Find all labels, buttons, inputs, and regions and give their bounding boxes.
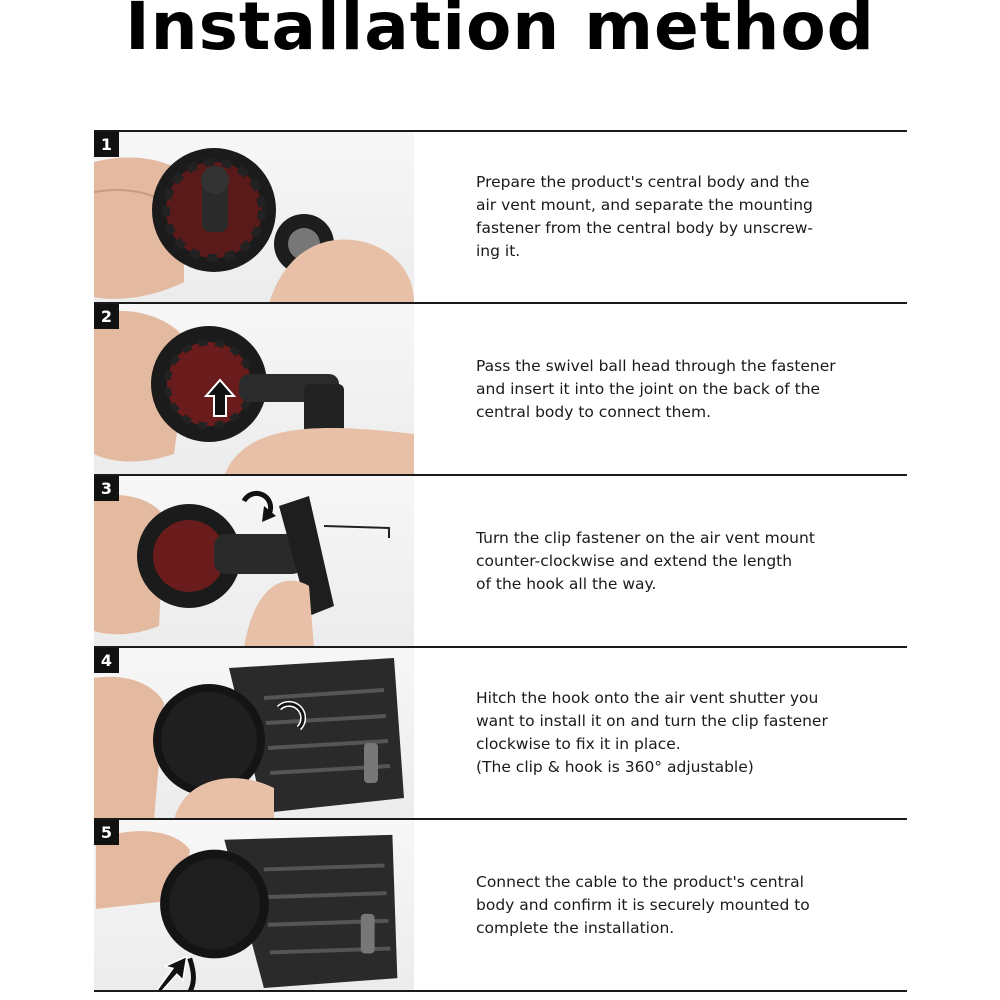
step-description xyxy=(476,648,856,818)
step-number-badge: 2 xyxy=(94,304,119,329)
step-description xyxy=(476,820,856,990)
step-text-line: and insert it into the joint on the back of the xyxy=(476,379,821,398)
step-5 xyxy=(94,818,907,992)
step-text-line: (The clip & hook is 360° adjustable) xyxy=(476,758,754,776)
step-3-photo xyxy=(94,476,414,646)
step-text-line: want to install it on and turn the clip fastener xyxy=(476,712,828,730)
step-text-line: complete the installation. xyxy=(476,918,675,937)
step-2-illustration xyxy=(94,304,414,474)
step-4-illustration xyxy=(94,648,414,818)
step-description xyxy=(476,476,856,646)
step-3 xyxy=(94,474,907,646)
step-description xyxy=(476,132,856,302)
step-1 xyxy=(94,130,907,302)
step-text-line: counter-clockwise and extend the length xyxy=(476,551,793,570)
page-title: Installation method xyxy=(125,0,875,65)
step-text-line: fastener from the central body by unscrew- xyxy=(476,219,814,237)
step-number-badge: 1 xyxy=(94,132,119,157)
step-text-line: ing it. xyxy=(476,242,521,260)
step-2 xyxy=(94,302,907,474)
step-1-illustration xyxy=(94,132,414,302)
step-number-badge: 4 xyxy=(94,648,119,673)
step-4-photo xyxy=(94,648,414,818)
step-4 xyxy=(94,646,907,818)
step-text-line: central body to connect them. xyxy=(476,402,711,421)
step-5-illustration xyxy=(94,820,414,990)
step-number-badge: 3 xyxy=(94,476,119,501)
step-text-line: Connect the cable to the product's central xyxy=(476,872,804,891)
step-text-line: Turn the clip fastener on the air vent mount xyxy=(476,528,815,547)
step-number-badge: 5 xyxy=(94,820,119,845)
step-1-photo xyxy=(94,132,414,302)
step-text-line: air vent mount, and separate the mounting xyxy=(476,196,813,214)
step-3-illustration xyxy=(94,476,414,646)
step-description xyxy=(476,304,856,474)
step-text-line: Prepare the product's central body and the xyxy=(476,173,810,191)
step-text-line: clockwise to fix it in place. xyxy=(476,735,681,753)
step-text-line: body and confirm it is securely mounted to xyxy=(476,895,810,914)
step-5-photo xyxy=(94,820,414,990)
step-2-photo xyxy=(94,304,414,474)
step-text-line: Hitch the hook onto the air vent shutter you xyxy=(476,689,819,707)
step-text-line: Pass the swivel ball head through the fastener xyxy=(476,356,836,375)
step-text-line: of the hook all the way. xyxy=(476,574,657,593)
steps-list xyxy=(94,130,907,992)
